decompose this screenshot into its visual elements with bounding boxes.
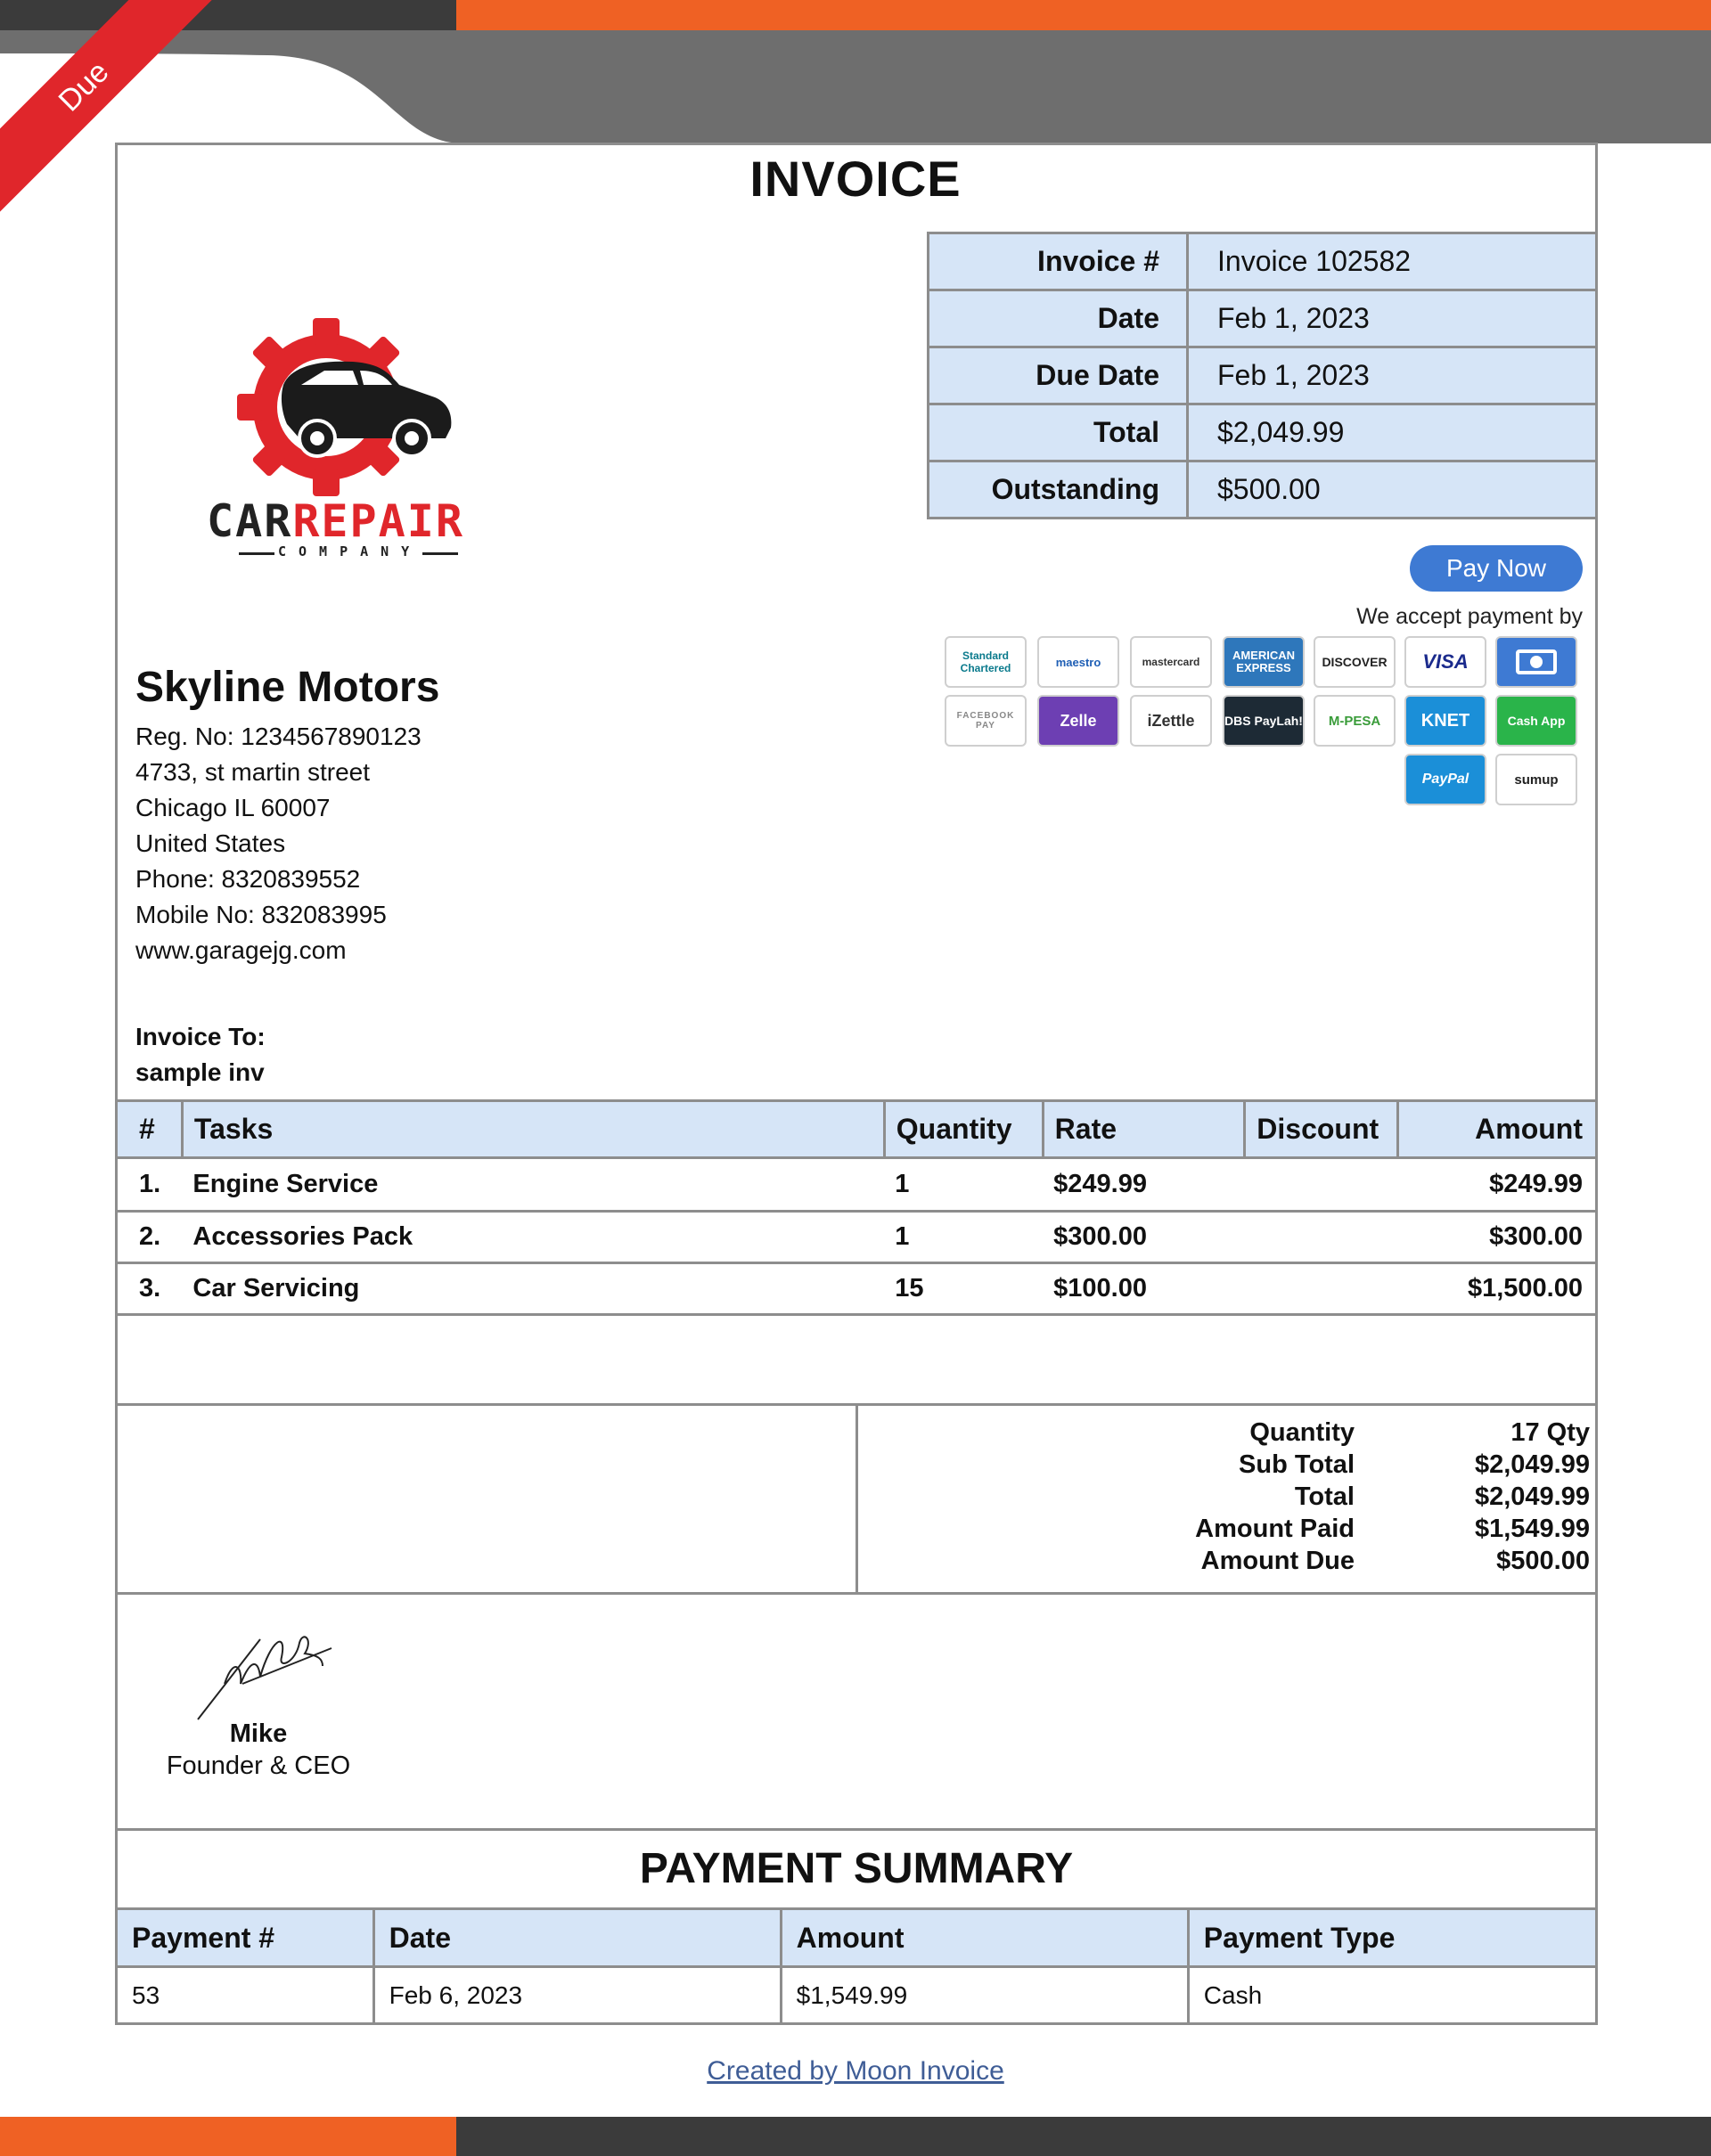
col-header-rate: Rate	[1043, 1101, 1245, 1158]
payment-summary-title: PAYMENT SUMMARY	[639, 1845, 1074, 1892]
footer-band-orange	[0, 2117, 456, 2156]
meta-label: Invoice #	[929, 233, 1188, 290]
meta-label: Total	[929, 404, 1188, 461]
row-rate: $100.00	[1043, 1263, 1245, 1315]
accept-payment-label: We accept payment by	[1356, 604, 1583, 629]
meta-value: Invoice 102582	[1188, 233, 1597, 290]
payment-method-zelle: Zelle	[1037, 695, 1119, 747]
signature-image	[189, 1604, 340, 1728]
row-number: 3.	[117, 1263, 183, 1315]
status-ribbon-label: Due	[0, 0, 225, 227]
payment-number: 53	[117, 1967, 374, 2024]
meta-value: $2,049.99	[1188, 404, 1597, 461]
totals-row-total: Total $2,049.99	[1294, 1482, 1590, 1511]
payment-method-maestro: maestro	[1037, 636, 1119, 688]
col-header-tasks: Tasks	[182, 1101, 884, 1158]
company-details	[135, 663, 439, 968]
payment-method-standard-chartered: Standard Chartered	[945, 636, 1027, 688]
meta-row-outstanding	[929, 461, 1597, 519]
section-divider	[115, 1828, 1598, 1831]
payment-method-visa: VISA	[1404, 636, 1486, 688]
row-rate: $300.00	[1043, 1212, 1245, 1263]
table-row	[117, 1967, 1597, 2024]
row-discount	[1245, 1158, 1398, 1212]
row-number: 1.	[117, 1158, 183, 1212]
col-header-number: #	[117, 1101, 183, 1158]
payment-method-amex: AMERICAN EXPRESS	[1223, 636, 1305, 688]
col-header-payment-amount: Amount	[781, 1909, 1188, 1967]
signer-name: Mike	[229, 1719, 288, 1748]
col-header-quantity: Quantity	[884, 1101, 1043, 1158]
totals-row-quantity: Quantity 17 Qty	[1249, 1418, 1590, 1447]
payment-method-sumup: sumup	[1495, 754, 1577, 805]
pay-now-button[interactable]: Pay Now	[1410, 545, 1583, 592]
row-discount	[1245, 1212, 1398, 1263]
created-by-link[interactable]: Created by Moon Invoice	[707, 2056, 1004, 2086]
invoice-title: INVOICE	[749, 151, 962, 207]
row-amount: $249.99	[1398, 1158, 1597, 1212]
logo-divider	[239, 552, 274, 555]
company-name: Skyline Motors	[135, 664, 440, 711]
totals-summary	[1069, 1417, 1590, 1577]
logo-word-repair: REPAIR	[292, 495, 464, 547]
payment-summary-table	[115, 1907, 1598, 2025]
payment-method-mpesa: M-PESA	[1314, 695, 1396, 747]
footer-band-dark	[456, 2117, 1711, 2156]
company-reg: Reg. No: 1234567890123	[135, 723, 422, 750]
meta-row-invoice-number	[929, 233, 1597, 290]
payment-amount: $1,549.99	[781, 1967, 1188, 2024]
meta-label: Outstanding	[929, 461, 1188, 519]
company-city: Chicago IL 60007	[135, 794, 331, 821]
signer-role: Founder & CEO	[166, 1752, 351, 1780]
payment-method-mastercard: mastercard	[1130, 636, 1212, 688]
items-table	[115, 1099, 1598, 1316]
row-number: 2.	[117, 1212, 183, 1263]
meta-row-date	[929, 290, 1597, 347]
row-quantity: 1	[884, 1158, 1043, 1212]
payment-method-cash-icon	[1495, 636, 1577, 688]
meta-label: Date	[929, 290, 1188, 347]
section-divider	[115, 1592, 1598, 1595]
logo-word-car: CAR	[207, 495, 293, 547]
bill-to-name: sample inv	[135, 1058, 265, 1086]
logo-divider	[422, 552, 458, 555]
payment-method-izettle: iZettle	[1130, 695, 1212, 747]
totals-row-amount-paid: Amount Paid $1,549.99	[1195, 1515, 1590, 1543]
company-country: United States	[135, 829, 286, 857]
cash-icon	[1516, 649, 1557, 674]
col-header-payment-number: Payment #	[117, 1909, 374, 1967]
company-street: 4733, st martin street	[135, 758, 371, 786]
payment-date: Feb 6, 2023	[373, 1967, 781, 2024]
payment-method-discover: DISCOVER	[1314, 636, 1396, 688]
payment-method-cash-app: Cash App	[1495, 695, 1577, 747]
row-rate: $249.99	[1043, 1158, 1245, 1212]
payment-method-facebook-pay: FACEBOOK PAY	[945, 695, 1027, 747]
payment-method-paypal: PayPal	[1404, 754, 1486, 805]
table-row	[117, 1158, 1597, 1212]
row-quantity: 1	[884, 1212, 1043, 1263]
bill-to-label: Invoice To:	[135, 1023, 266, 1050]
row-task: Car Servicing	[182, 1263, 884, 1315]
totals-row-subtotal: Sub Total $2,049.99	[1239, 1450, 1590, 1479]
bill-to	[135, 1019, 266, 1090]
meta-value: Feb 1, 2023	[1188, 290, 1597, 347]
payment-method-dbs-paylah: DBS PayLah!	[1223, 695, 1305, 747]
payment-header-row	[117, 1909, 1597, 1967]
row-task: Engine Service	[182, 1158, 884, 1212]
row-amount: $1,500.00	[1398, 1263, 1597, 1315]
row-discount	[1245, 1263, 1398, 1315]
payment-method-knet: KNET	[1404, 695, 1486, 747]
totals-divider	[856, 1403, 858, 1594]
meta-label: Due Date	[929, 347, 1188, 404]
col-header-payment-type: Payment Type	[1188, 1909, 1596, 1967]
col-header-discount: Discount	[1245, 1101, 1398, 1158]
items-header-row	[117, 1101, 1597, 1158]
col-header-payment-date: Date	[373, 1909, 781, 1967]
header-band-orange	[456, 0, 1711, 30]
totals-row-amount-due: Amount Due $500.00	[1200, 1547, 1590, 1575]
row-task: Accessories Pack	[182, 1212, 884, 1263]
company-mobile: Mobile No: 832083995	[135, 901, 387, 928]
meta-value: Feb 1, 2023	[1188, 347, 1597, 404]
company-website[interactable]: www.garagejg.com	[135, 936, 347, 964]
meta-row-total	[929, 404, 1597, 461]
logo-subtitle: COMPANY	[278, 543, 422, 559]
table-row	[117, 1263, 1597, 1315]
header-band-grey	[0, 30, 1711, 143]
meta-row-due-date	[929, 347, 1597, 404]
col-header-amount: Amount	[1398, 1101, 1597, 1158]
invoice-meta-table	[927, 232, 1598, 519]
logo-wordmark	[207, 495, 464, 547]
table-row	[117, 1212, 1597, 1263]
payment-type: Cash	[1188, 1967, 1596, 2024]
company-phone: Phone: 8320839552	[135, 865, 361, 893]
row-quantity: 15	[884, 1263, 1043, 1315]
meta-value: $500.00	[1188, 461, 1597, 519]
row-amount: $300.00	[1398, 1212, 1597, 1263]
